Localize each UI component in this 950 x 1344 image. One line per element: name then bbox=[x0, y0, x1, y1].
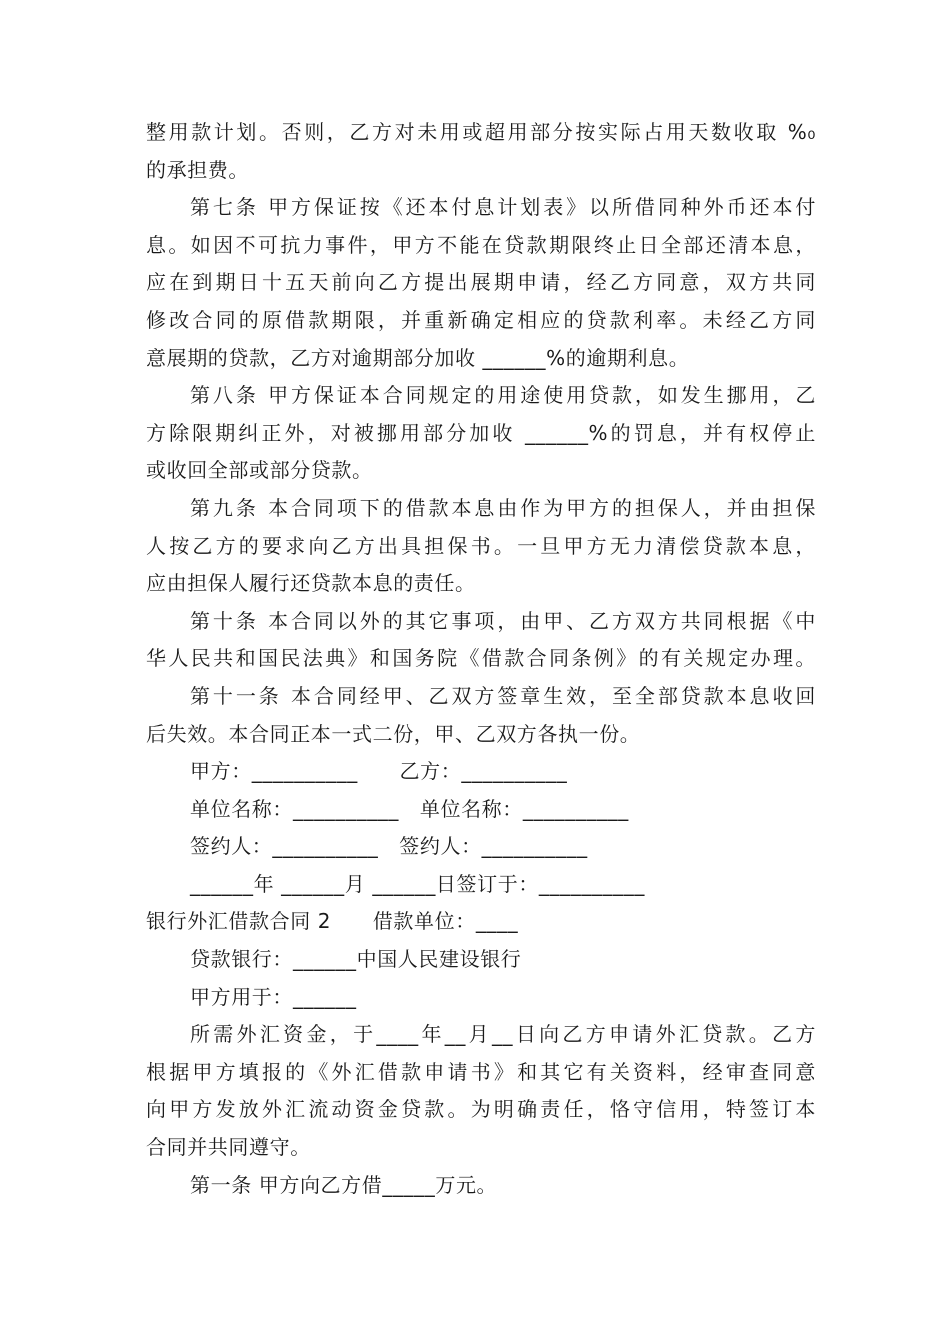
text-line: 后失效。本合同正本一式二份，甲、乙双方各执一份。 bbox=[146, 721, 641, 746]
text-line: 签约人：__________ 签约人：__________ bbox=[190, 834, 588, 859]
text-line: 第八条 甲方保证本合同规定的用途使用贷款，如发生挪用，乙 bbox=[190, 383, 816, 408]
text-line: 应由担保人履行还贷款本息的责任。 bbox=[146, 571, 476, 596]
text-line: ______年 ______月 ______日签订于：__________ bbox=[190, 871, 645, 896]
text-line: 息。如因不可抗力事件，甲方不能在贷款期限终止日全部还清本息， bbox=[146, 232, 816, 257]
text-line: 修改合同的原借款期限，并重新确定相应的贷款利率。未经乙方同 bbox=[146, 307, 816, 332]
text-line: 应在到期日十五天前向乙方提出展期申请，经乙方同意，双方共同 bbox=[146, 270, 816, 295]
text-line: 人按乙方的要求向乙方出具担保书。一旦甲方无力清偿贷款本息， bbox=[146, 533, 816, 558]
text-line: 或收回全部或部分贷款。 bbox=[146, 458, 373, 483]
text-line: 第一条 甲方向乙方借_____万元。 bbox=[190, 1172, 498, 1197]
text-line: 甲方用于：______ bbox=[190, 984, 357, 1009]
text-line: 甲方：__________ 乙方：__________ bbox=[190, 759, 568, 784]
text-line: 单位名称：__________ 单位名称：__________ bbox=[190, 796, 629, 821]
text-line: 华人民共和国民法典》和国务院《借款合同条例》的有关规定办理。 bbox=[146, 646, 816, 671]
text-line: 根据甲方填报的《外汇借款申请书》和其它有关资料，经审查同意 bbox=[146, 1059, 816, 1084]
document-body bbox=[146, 114, 816, 1204]
text-line: 贷款银行：______中国人民建设银行 bbox=[190, 947, 522, 972]
text-line: 向甲方发放外汇流动资金贷款。为明确责任，恪守信用，特签订本 bbox=[146, 1097, 816, 1122]
text-line: 第九条 本合同项下的借款本息由作为甲方的担保人，并由担保 bbox=[190, 495, 816, 520]
text-line: 的承担费。 bbox=[146, 157, 249, 182]
text-line: 意展期的贷款，乙方对逾期部分加收 ______%的逾期利息。 bbox=[146, 345, 690, 370]
text-line: 所需外汇资金，于____年__月__日向乙方申请外汇贷款。乙方 bbox=[190, 1022, 816, 1047]
text-line: 合同并共同遵守。 bbox=[146, 1135, 311, 1160]
text-line: 整用款计划。否则，乙方对未用或超用部分按实际占用天数收取 %₀ bbox=[146, 120, 816, 144]
text-line: 第十一条 本合同经甲、乙双方签章生效，至全部贷款本息收回 bbox=[190, 683, 816, 708]
text-line: 方除限期纠正外，对被挪用部分加收 ______%的罚息，并有权停止 bbox=[146, 420, 816, 445]
text-line: 第十条 本合同以外的其它事项，由甲、乙方双方共同根据《中 bbox=[190, 608, 816, 633]
text-line: 银行外汇借款合同 2 借款单位：____ bbox=[146, 909, 519, 934]
text-line: 第七条 甲方保证按《还本付息计划表》以所借同种外币还本付 bbox=[190, 195, 816, 220]
